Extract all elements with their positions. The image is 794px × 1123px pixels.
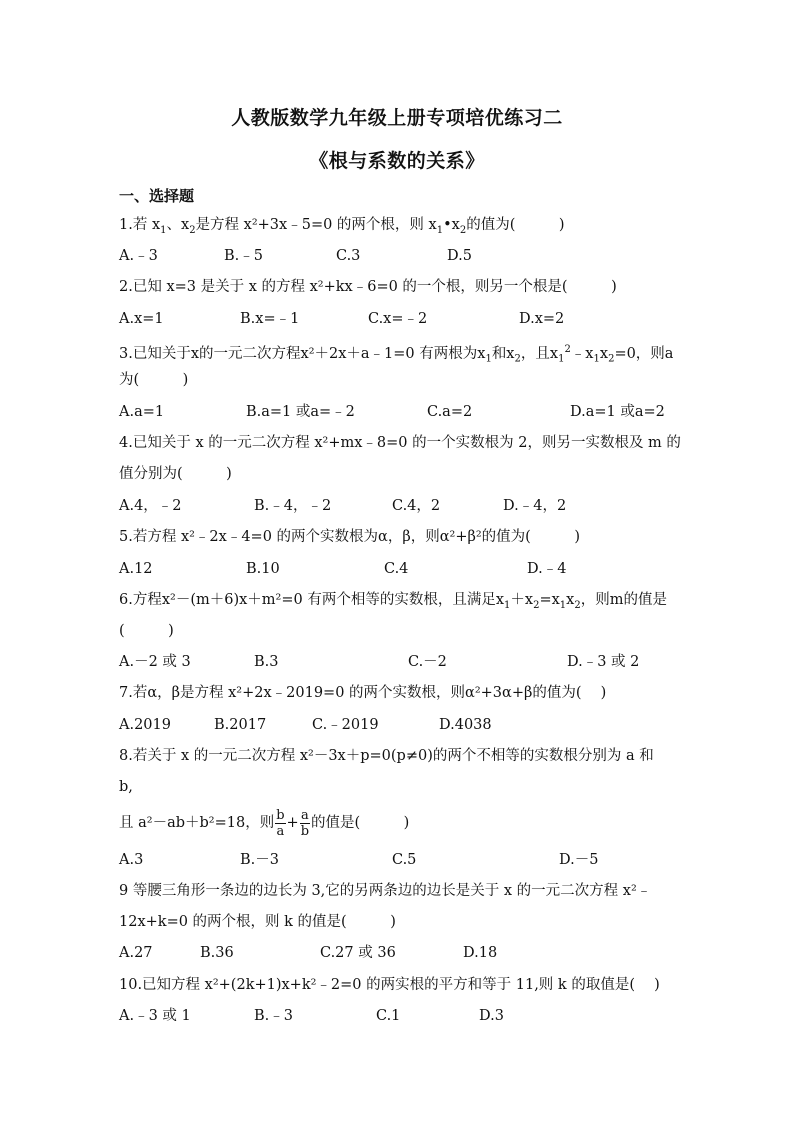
q8-option-b: B.－3 [240, 852, 279, 868]
q10-option-c: C.1 [376, 1008, 401, 1024]
q1-option-d: D.5 [447, 248, 472, 264]
q8-option-c: C.5 [392, 852, 417, 868]
q3-option-c: C.a=2 [427, 404, 473, 420]
q2-option-d: D.x=2 [519, 311, 565, 327]
q1-option-a: A.﹣3 [119, 248, 158, 264]
q1-option-c: C.3 [336, 248, 361, 264]
question-4: 4.已知关于 x 的一元二次方程 x²+mx﹣8=0 的一个实数根为 2，则另一实数根及 m 的 [119, 435, 681, 451]
question-5: 5.若方程 x²﹣2x﹣4=0 的两个实数根为α，β，则α²+β²的值为( ) [119, 529, 580, 545]
question-8-cont: b, [119, 779, 133, 795]
q3-option-b: B.a=1 或a=﹣2 [246, 404, 355, 420]
question-10: 10.已知方程 x²+(2k+1)x+k²﹣2=0 的两实根的平方和等于 11,则 k 的取值是( ) [119, 977, 660, 993]
q6-option-a: A.－2 或 3 [119, 654, 191, 670]
question-1: 1.若 $x_1$、$x_2$是方程 x²+3x﹣5=0 的两个根，则 $x_1•x_2$的值为( ) [119, 217, 565, 236]
q6-option-b: B.3 [254, 654, 279, 670]
q9-option-b: B.36 [200, 945, 234, 961]
question-9: 9 等腰三角形一条边的边长为 3,它的另两条边的边长是关于 x 的一元二次方程 x²﹣ [119, 883, 652, 899]
q6-option-d: D.﹣3 或 2 [567, 654, 640, 670]
question-6: 6.方程x²－(m＋6)x＋m²=0 有两个相等的实数根，且满足$x_1+x_2=x_1x_2$，则m的值是 [119, 592, 667, 611]
q9-option-d: D.18 [463, 945, 498, 961]
q9-option-a: A.27 [119, 945, 153, 961]
q5-option-a: A.12 [119, 561, 153, 577]
q7-option-d: D.4038 [439, 717, 492, 733]
q10-option-d: D.3 [479, 1008, 504, 1024]
q3-option-a: A.a=1 [119, 404, 165, 420]
q1-option-b: B.﹣5 [224, 248, 263, 264]
q2-option-c: C.x=﹣2 [368, 311, 428, 327]
question-9-cont: 12x+k=0 的两个根，则 k 的值是( ) [119, 914, 396, 930]
q5-option-d: D.﹣4 [527, 561, 567, 577]
q6-option-c: C.－2 [408, 654, 447, 670]
question-3-cont: 为( ) [119, 372, 189, 388]
q8-option-a: A.3 [119, 852, 144, 868]
q4-option-d: D.﹣4，2 [503, 498, 567, 514]
q5-option-c: C.4 [384, 561, 409, 577]
question-4-cont: 值分别为( ) [119, 466, 232, 482]
question-6-cont: ( ) [119, 623, 174, 639]
q2-option-a: A.x=1 [119, 311, 164, 327]
q7-option-b: B.2017 [214, 717, 267, 733]
q2-option-b: B.x=﹣1 [240, 311, 300, 327]
fraction-b-over-a: $\frac{b}{a}$ [276, 807, 285, 839]
question-3: 3.已知关于x的一元二次方程x²＋2x＋a﹣1=0 有两根为$x_1$和$x_2$，且$x_1^2﹣x_1x_2=0$，则a [119, 344, 674, 365]
q10-option-b: B.﹣3 [254, 1008, 293, 1024]
q9-option-c: C.27 或 36 [320, 945, 396, 961]
q7-option-c: C.﹣2019 [312, 717, 379, 733]
q4-option-b: B.﹣4，﹣2 [254, 498, 332, 514]
question-7: 7.若α，β是方程 x²+2x﹣2019=0 的两个实数根，则α²+3α+β的值为( ) [119, 685, 607, 701]
fraction-a-over-b: $\frac{a}{b}$ [300, 807, 310, 839]
question-8-expression: 且 a²－ab＋b²=18，则 $\frac{b}{a}$ + $\frac{a}{b}$ 的值是( ) [119, 807, 410, 839]
question-8: 8.若关于 x 的一元二次方程 x²－3x＋p=0(p≠0)的两个不相等的实数根分别为 a 和 [119, 748, 654, 764]
q10-option-a: A.﹣3 或 1 [119, 1008, 191, 1024]
question-2: 2.已知 x=3 是关于 x 的方程 x²+kx﹣6=0 的一个根，则另一个根是( ) [119, 279, 617, 295]
document-subtitle: 《根与系数的关系》 [309, 150, 485, 172]
section-heading: 一、选择题 [119, 187, 195, 205]
q3-option-d: D.a=1 或a=2 [570, 404, 665, 420]
q4-option-c: C.4，2 [392, 498, 441, 514]
q4-option-a: A.4，﹣2 [119, 498, 182, 514]
q8-option-d: D.－5 [559, 852, 599, 868]
q7-option-a: A.2019 [119, 717, 171, 733]
document-title: 人教版数学九年级上册专项培优练习二 [231, 107, 563, 129]
q5-option-b: B.10 [246, 561, 280, 577]
